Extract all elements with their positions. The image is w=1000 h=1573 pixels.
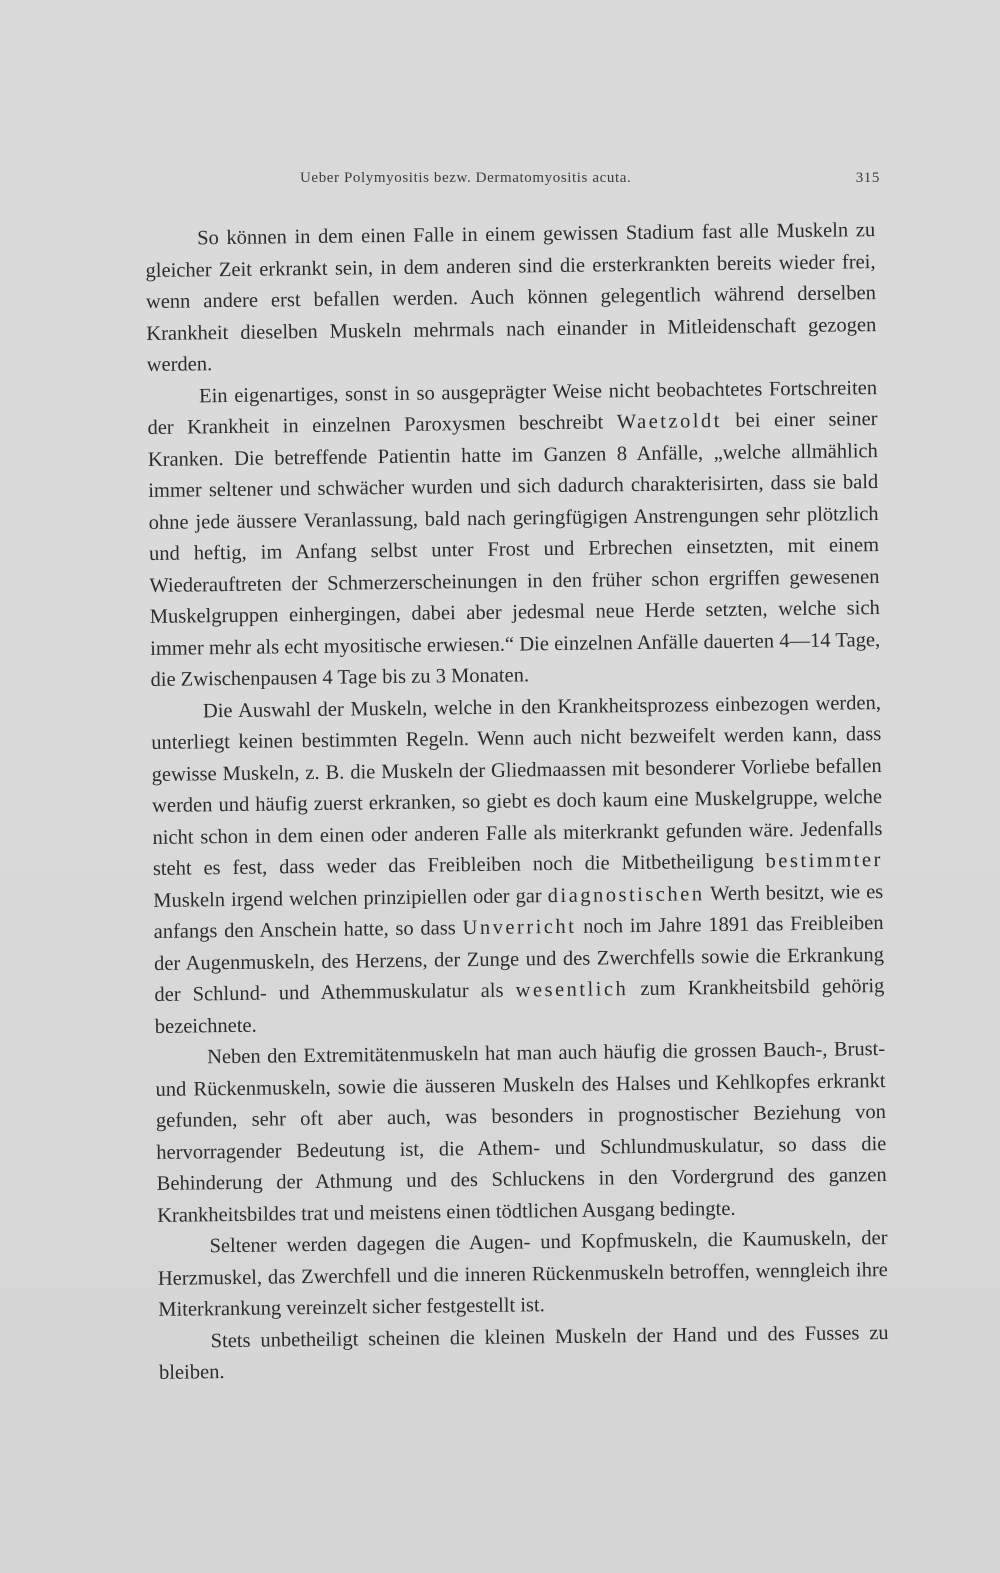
- text-run: Werth besitzt, wie es anfangs den Anschein hatte, so dass: [153, 880, 884, 943]
- text-run: zum Krankheitsbild gehörig bezeichnete.: [154, 975, 885, 1038]
- text-run: Muskeln irgend welchen prinzipiellen oder gar: [153, 884, 548, 912]
- paragraph: [155, 1034, 887, 1232]
- body-text: [145, 215, 889, 1389]
- text-run: Stets unbetheiligt scheinen die kleinen Muskeln der Hand und des Fusses zu bleiben.: [158, 1321, 889, 1384]
- paragraph: [145, 215, 877, 381]
- spaced-name: diagnostischen: [547, 882, 705, 907]
- text-run: noch im Jahre 1891 das Freibleiben der Augenmuskeln, des Herzens, der Zunge und des Zwerchfells sowie die Erkrankung der Schlund- und Athemmuskulatur als: [153, 912, 885, 1006]
- page-header: [140, 170, 880, 192]
- running-title: Ueber Polymyositis bezw. Dermatomyositis acuta.: [300, 170, 632, 186]
- paragraph: [147, 373, 881, 697]
- text-run: Seltener werden dagegen die Augen- und Kopfmuskeln, die Kaumuskeln, der Herzmuskel, das Zwerchfell und die inneren Rückenmuskeln betroffen, wenngleich ihre Miterkrankung vereinzelt sicher festgestellt ist.: [157, 1227, 888, 1321]
- spaced-name: Waetzoldt: [616, 409, 723, 434]
- spaced-name: bestimmter: [765, 849, 883, 873]
- text-run: Neben den Extremitätenmuskeln hat man auch häufig die grossen Bauch-, Brust- und Rückenmuskeln, sowie die äusseren Muskeln des Halses und Kehlkopfes erkrankt gefunden, sehr oft aber auch, was besonders in prognostischer Beziehung von hervorragender Bedeutung ist, die Athem- und Schlundmuskulatur, so dass die Behinderung der Athmung und des Schluckens in den Vordergrund des ganzen Krankheitsbildes trat und meistens einen tödtlichen Ausgang bedingte.: [155, 1038, 887, 1227]
- spaced-name: wesentlich: [515, 978, 629, 1002]
- text-run: Ein eigenartiges, sonst in so ausgeprägter Weise nicht beobachtetes Fortschreiten der Krankheit in einzelnen Paroxysmen beschreibt: [147, 376, 878, 439]
- text-run: Die Auswahl der Muskeln, welche in den Krankheitsprozess einbezogen werden, unterliegt keinen bestimmten Regeln. Wenn auch nicht bezweifelt werden kann, dass gewisse Muskeln, z. B. die Muskeln der Gliedmaassen mit besonderer Vorliebe befallen werden und häufig zuerst erkranken, so giebt es doch kaum eine Muskelgruppe, welche nicht schon in dem einen oder anderen Falle als miterkrankt gefunden wäre. Jedenfalls steht es fest, dass weder das Freibleiben noch die Mitbetheiligung: [151, 691, 883, 880]
- page-number: 315: [855, 170, 880, 186]
- paragraph: [151, 688, 885, 1043]
- paragraph: [158, 1317, 889, 1389]
- text-run: bei einer seiner Kranken. Die betreffende Patientin hatte im Ganzen 8 Anfälle, „welche allmählich immer seltener und schwächer wurden und sich dadurch charakterisirten, dass sie bald ohne jede äussere Veranlassung, bald nach geringfügigen Anstrengungen sehr plötzlich und heftig, im Anfang selbst unter Frost und Erbrechen einsetzten, mit einem Wiederauftreten der Schmerzerscheinungen in den früher schon ergriffen gewesenen Muskelgruppen einhergingen, dabei aber jedesmal neue Herde setzten, welche sich immer mehr als echt myositische erwiesen.“ Die einzelnen Anfälle dauerten 4—14 Tage, die Zwischenpausen 4 Tage bis zu 3 Monaten.: [147, 408, 881, 691]
- text-run: So können in dem einen Falle in einem gewissen Stadium fast alle Muskeln zu gleicher Zeit erkrankt sein, in dem anderen sind die ersterkrankten bereits wieder frei, wenn andere erst befallen werden. Auch können gelegentlich während derselben Krankheit dieselben Muskeln mehrmals nach einander in Mitleidenschaft gezogen werden.: [145, 219, 877, 376]
- paragraph: [157, 1223, 888, 1326]
- spaced-name: Unverricht: [462, 915, 577, 940]
